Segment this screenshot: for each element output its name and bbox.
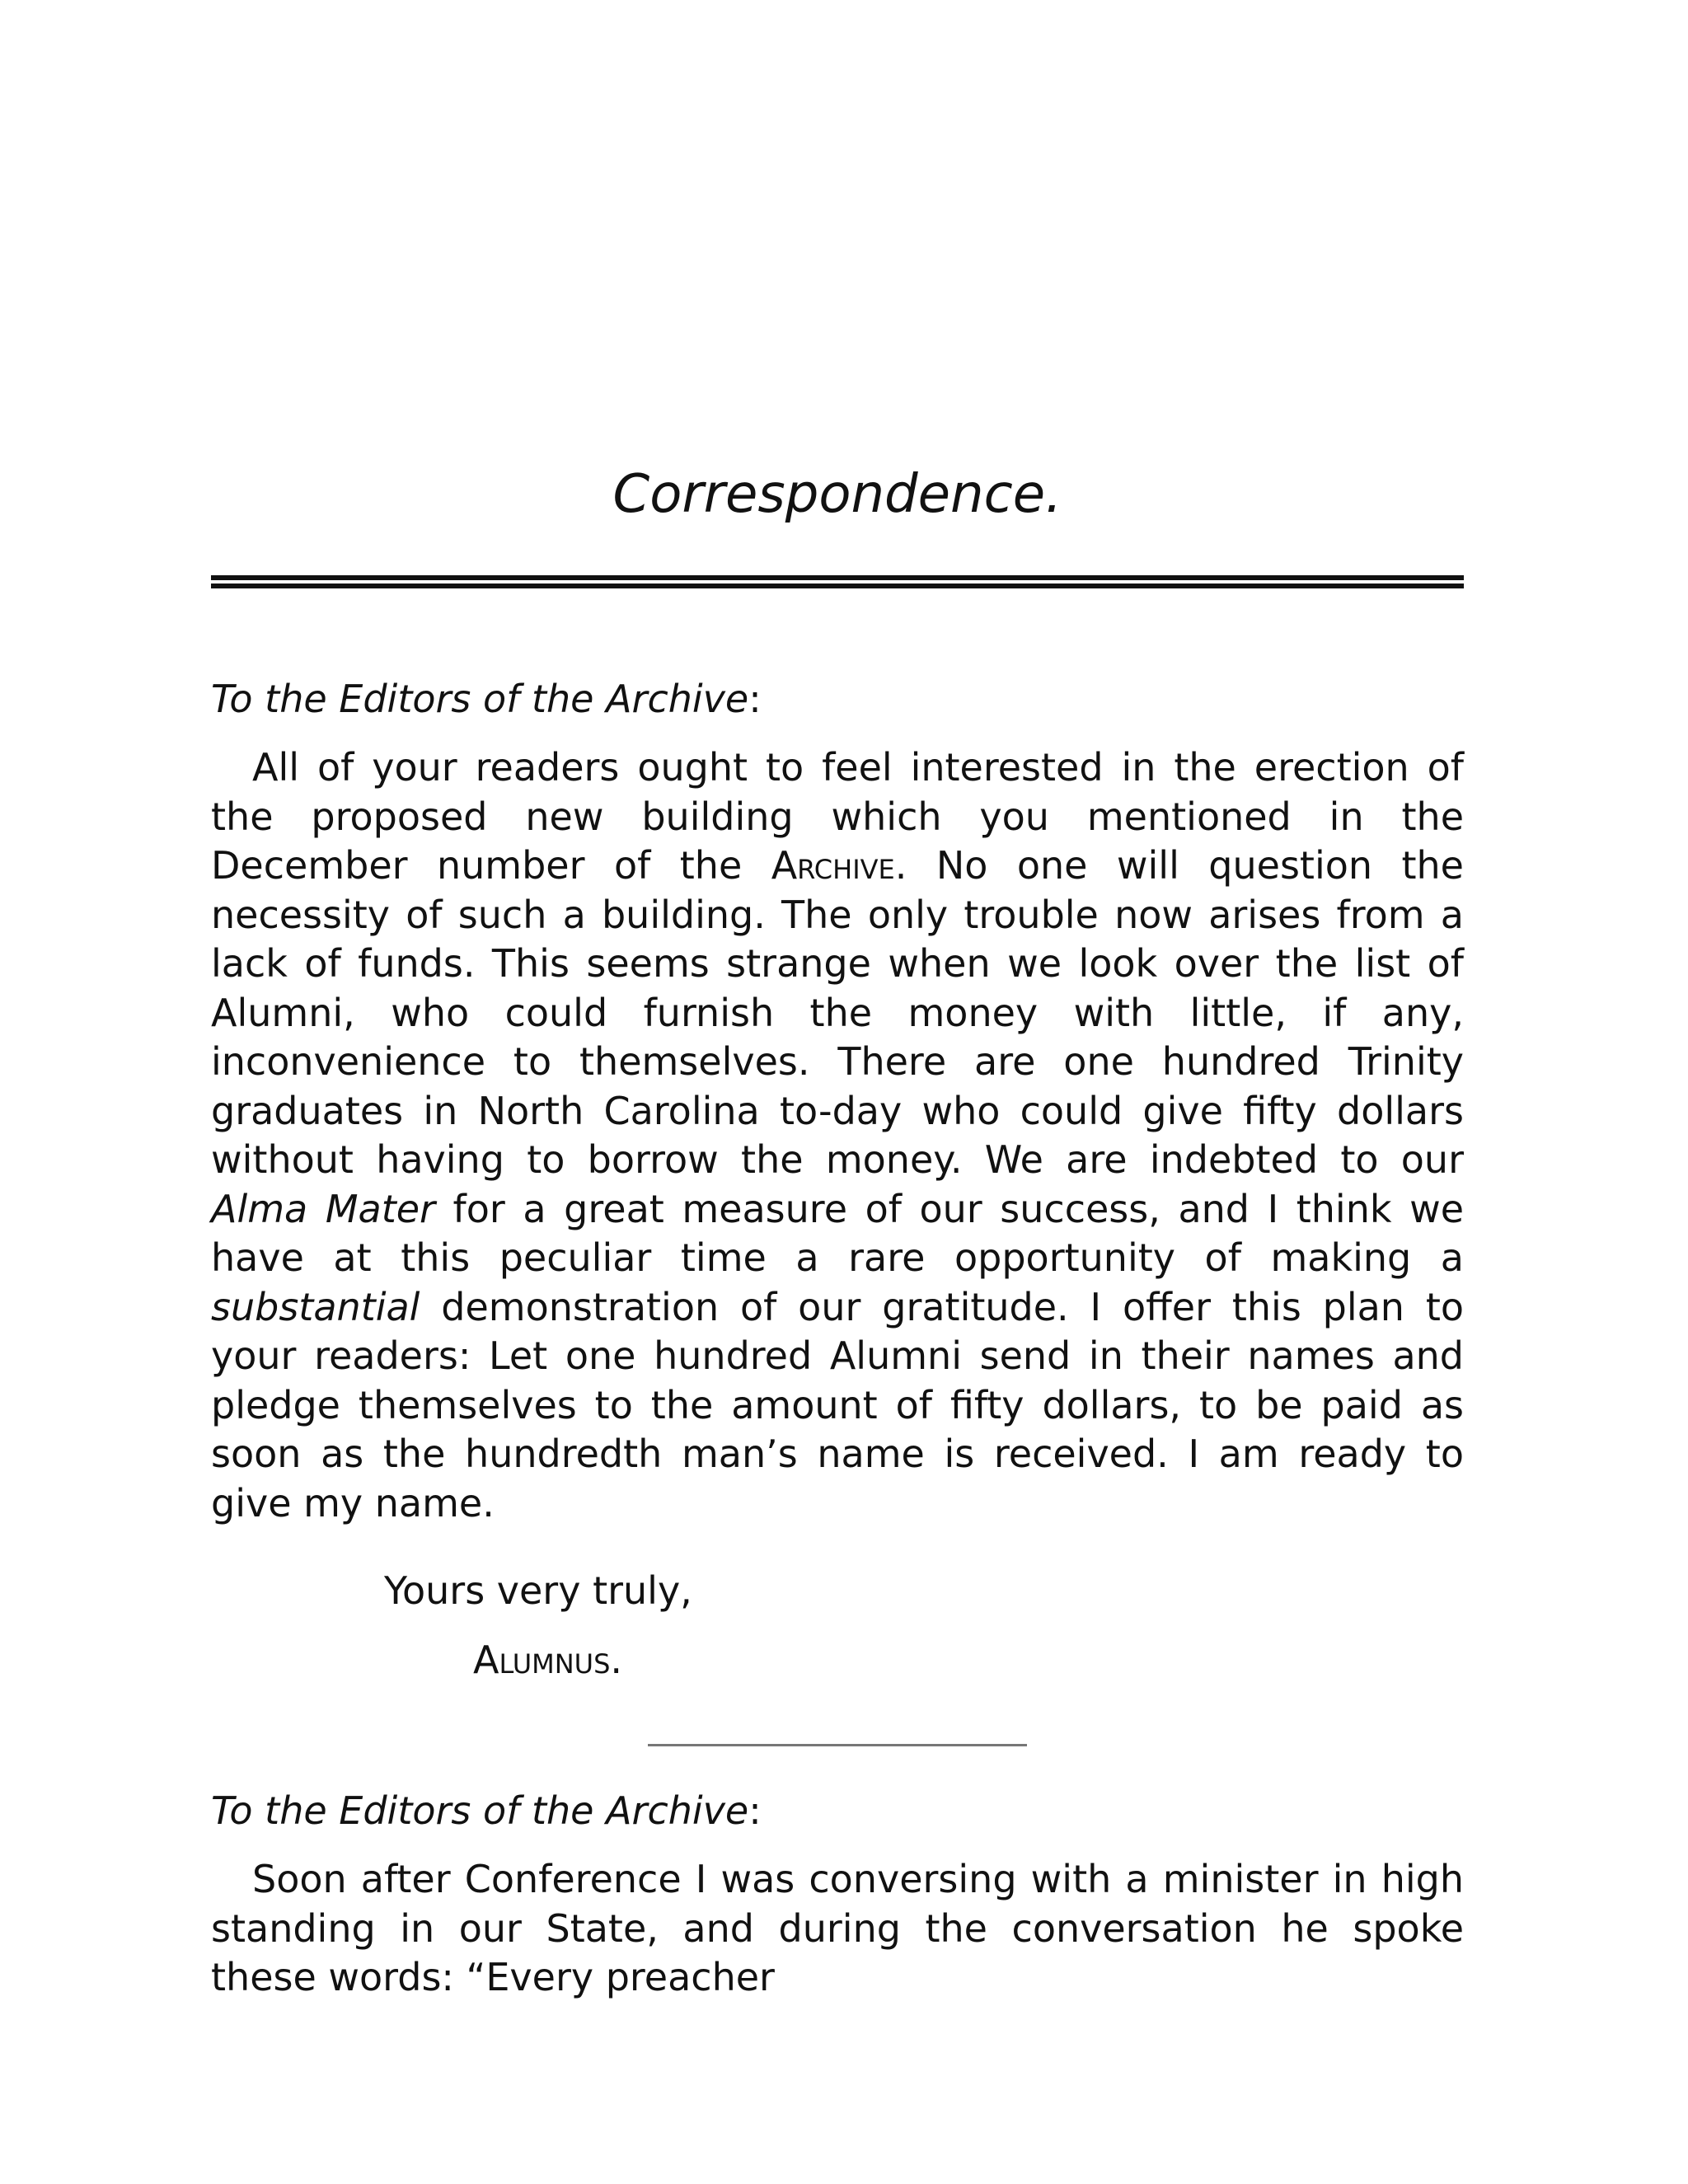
page-title: Correspondence. (612, 464, 1062, 525)
salutation-text: To the Editors of the Archive (211, 677, 749, 721)
letter-separator-rule (648, 1744, 1027, 1746)
letter-1-signature: Alumnus. (473, 1638, 623, 1682)
letter-2-salutation (211, 1786, 1464, 1835)
letter-1-salutation (211, 674, 1464, 724)
letter-2-body: Soon after Conference I was conversing with a minister in high standing in our State, and during the conversation he spoke these words: “Every preacher (211, 1857, 1464, 1999)
letter-1 (211, 674, 1464, 1685)
archive-small-caps: Archive (771, 843, 895, 888)
page-content (211, 462, 1464, 2041)
body-text-2: . No one will question the necessity of such a building. The only trouble now arises from a lack of funds. This seems strange when we look over the list of Alumni, who could furnish the money with little, if any, inconvenience to themselves. There are one hundred Trinity graduates in North Carolina to-day who could give fifty dollars without having to borrow the money. We are indebted to our (211, 843, 1464, 1182)
body-text-3: for a great measure of our success, and I think we have at this peculiar time a rare opportunity of making a (211, 1186, 1464, 1280)
body-text-1: All of your readers ought to feel interested in the erection of the proposed new building which you mentioned in the December number of the (211, 745, 1464, 888)
body-text-4: demonstration of our gratitude. I offer this plan to your readers: Let one hundred Alumni send in their names and pledge themselves to the amount of fifty dollars, to be paid as soon as the hundredth man’s name is received. I am ready to give my name. (211, 1284, 1464, 1526)
title-double-rule (211, 575, 1464, 588)
salutation-text: To the Editors of the Archive (211, 1788, 749, 1833)
letter-1-closing: Yours very truly, (384, 1568, 692, 1613)
alma-mater-italic: Alma Mater (211, 1186, 435, 1231)
substantial-italic: substantial (211, 1284, 420, 1329)
letter-2 (211, 1786, 1464, 2003)
salutation-colon: : (748, 677, 762, 721)
salutation-colon: : (748, 1788, 762, 1833)
letter-1-body (211, 743, 1464, 1528)
